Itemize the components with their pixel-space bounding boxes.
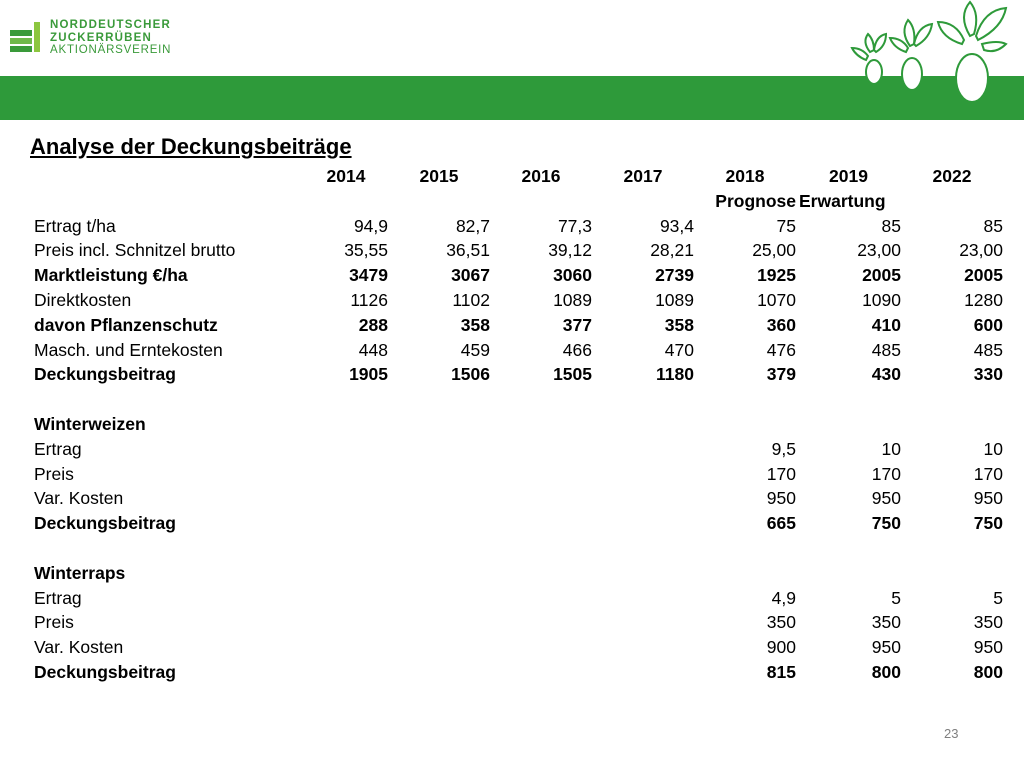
row-label: Marktleistung €/ha [34,265,188,286]
cell-2016: 1505 [553,364,592,385]
cell-2015 [388,387,490,412]
header-blank-cell [30,164,304,189]
cell-2015: 358 [460,314,490,335]
row-label: Ertrag t/ha [34,215,116,236]
table-row [30,362,1003,387]
cell-2022: 1280 [964,289,1003,310]
cell-2018 [694,536,796,561]
cell-2015 [388,511,490,536]
header-year-2015: 2015 [419,166,459,186]
cell-2019: 85 [881,215,901,236]
header-year-2022: 2022 [932,166,972,186]
cell-2015: 459 [460,339,490,360]
cell-2016 [490,536,592,561]
cell-2014: 3479 [349,265,388,286]
cell-2015 [388,635,490,660]
logo-mark-icon [10,22,42,56]
cell-2017: 1180 [656,364,694,385]
page-title: Analyse der Deckungsbeiträge [30,134,352,159]
cell-2019: 350 [871,612,901,633]
cell-2017: 1089 [655,289,694,310]
table-header-sublabels [30,189,1003,214]
table-row [30,412,1003,437]
logo-line-2: ZUCKERRÜBEN [50,31,153,44]
header-year-2014: 2014 [326,166,366,186]
cell-2017 [592,486,694,511]
row-label: Masch. und Erntekosten [34,339,223,360]
cell-2019 [796,561,901,586]
cell-2015 [388,462,490,487]
cell-2019: 750 [871,513,901,534]
cell-2014 [304,561,388,586]
cell-2019 [796,387,901,412]
sugar-beet-illustration-icon [848,0,1024,122]
cell-2019: 5 [891,587,901,608]
row-label: Preis [34,463,74,484]
cell-2015 [388,412,490,437]
cell-2017 [592,561,694,586]
cell-2022: 170 [973,463,1003,484]
cell-2016 [490,486,592,511]
cell-2022: 10 [983,438,1003,459]
cell-2015: 1102 [452,289,490,310]
cell-2014 [304,635,388,660]
row-label: Preis [34,612,74,633]
cell-2015 [388,561,490,586]
cell-2019: 2005 [862,265,901,286]
cell-2022: 600 [973,314,1003,335]
cell-2017 [592,586,694,611]
table-row [30,387,1003,412]
cell-2018: 360 [766,314,796,335]
cell-2018: 9,5 [771,438,796,459]
cell-2015: 82,7 [455,215,490,236]
cell-2014: 288 [358,314,388,335]
cell-2017 [592,412,694,437]
cell-2018: 1925 [757,265,796,286]
table-row [30,536,1003,561]
cell-2015: 3067 [451,265,490,286]
cell-2014 [304,462,388,487]
cell-2016 [490,511,592,536]
cell-2019: 10 [881,438,901,459]
cell-2015: 36,51 [446,240,490,261]
cell-2022: 85 [983,215,1003,236]
row-label: Ertrag [34,587,82,608]
table-row [30,511,1003,536]
row-label: Winterweizen [34,413,146,434]
cell-2022 [901,536,1003,561]
cell-2016: 39,12 [548,240,592,261]
cell-2022: 23,00 [959,240,1003,261]
cell-2017 [592,437,694,462]
cell-2017 [592,635,694,660]
cell-2019: 950 [871,637,901,658]
cell-2022: 950 [973,637,1003,658]
row-label: Deckungsbeitrag [34,364,176,385]
cell-2018: 350 [766,612,796,633]
cell-2014 [304,437,388,462]
cell-2019: 170 [871,463,901,484]
cell-2014 [304,536,388,561]
logo-line-3: AKTIONÄRSVEREIN [50,44,172,56]
row-label: Preis incl. Schnitzel brutto [34,240,236,261]
table-row [30,313,1003,338]
cell-2014 [304,511,388,536]
cell-2016 [490,412,592,437]
cell-2018: 25,00 [752,240,796,261]
cell-2015 [388,610,490,635]
cell-2015 [388,586,490,611]
row-label [30,536,304,561]
table-row [30,263,1003,288]
cell-2018 [694,412,796,437]
cell-2016 [490,586,592,611]
cell-2017: 28,21 [650,240,694,261]
contribution-margin-table [30,164,1003,685]
header-year-2017: 2017 [623,166,663,186]
cell-2022: 750 [973,513,1003,534]
cell-2014 [304,610,388,635]
cell-2019: 23,00 [857,240,901,261]
table-row [30,462,1003,487]
row-label: davon Pflanzenschutz [34,314,218,335]
cell-2014 [304,586,388,611]
cell-2018: 75 [776,215,796,236]
cell-2016 [490,635,592,660]
cell-2017 [592,610,694,635]
cell-2016 [490,462,592,487]
cell-2014: 1905 [349,364,388,385]
cell-2015 [388,536,490,561]
cell-2016: 1089 [553,289,592,310]
row-label: Deckungsbeitrag [34,513,176,534]
cell-2018 [694,561,796,586]
cell-2016: 466 [562,339,592,360]
page-number: 23 [944,726,959,741]
cell-2018: 170 [766,463,796,484]
header-sublabel-erwartung: Erwartung [799,190,886,211]
cell-2017: 470 [664,339,694,360]
cell-2018 [694,387,796,412]
table-row [30,214,1003,239]
table-body [30,164,1003,685]
cell-2016 [490,387,592,412]
cell-2016: 77,3 [557,215,592,236]
cell-2016 [490,437,592,462]
cell-2018: 379 [766,364,796,385]
table-row [30,338,1003,363]
cell-2017 [592,536,694,561]
cell-2016 [490,561,592,586]
cell-2016 [490,660,592,685]
cell-2022: 950 [973,488,1003,509]
header-sublabel-prognose: Prognose [715,190,796,211]
table-row [30,288,1003,313]
cell-2022: 485 [973,339,1003,360]
cell-2017 [592,511,694,536]
cell-2019: 800 [871,661,901,682]
row-label: Direktkosten [34,289,132,310]
cell-2019 [796,536,901,561]
table-row [30,610,1003,635]
cell-2014: 94,9 [353,215,388,236]
cell-2019: 430 [871,364,901,385]
table-row [30,561,1003,586]
table-row [30,486,1003,511]
cell-2018: 900 [766,637,796,658]
table-row [30,635,1003,660]
row-label: Var. Kosten [34,637,124,658]
header-year-2018: 2018 [725,166,765,186]
cell-2019: 410 [871,314,901,335]
cell-2017 [592,387,694,412]
cell-2017: 358 [664,314,694,335]
table-row [30,586,1003,611]
cell-2018: 476 [766,339,796,360]
cell-2014: 35,55 [344,240,388,261]
company-logo [10,18,170,62]
row-label: Var. Kosten [34,488,124,509]
table-row [30,238,1003,263]
cell-2022: 2005 [964,265,1003,286]
cell-2017: 2739 [655,265,694,286]
row-label: Deckungsbeitrag [34,661,176,682]
cell-2016: 377 [562,314,592,335]
row-label [30,387,304,412]
cell-2017: 93,4 [659,215,694,236]
cell-2014: 448 [358,339,388,360]
cell-2015 [388,660,490,685]
header-year-2016: 2016 [521,166,561,186]
cell-2019 [796,412,901,437]
cell-2014 [304,412,388,437]
table-row [30,660,1003,685]
cell-2018: 4,9 [771,587,796,608]
cell-2014 [304,486,388,511]
cell-2022: 5 [993,587,1003,608]
cell-2016: 3060 [553,265,592,286]
header-year-2019: 2019 [829,166,868,186]
cell-2019: 485 [871,339,901,360]
cell-2022 [901,561,1003,586]
cell-2022: 350 [973,612,1003,633]
cell-2022 [901,412,1003,437]
row-label: Ertrag [34,438,82,459]
cell-2018: 665 [766,513,796,534]
cell-2014 [304,660,388,685]
cell-2015: 1506 [451,364,490,385]
table-row [30,437,1003,462]
cell-2022: 800 [973,661,1003,682]
cell-2014 [304,387,388,412]
cell-2019: 1090 [862,289,901,310]
cell-2017 [592,660,694,685]
logo-text [50,19,171,57]
cell-2016 [490,610,592,635]
cell-2015 [388,486,490,511]
table-header-years [30,164,1003,189]
logo-line-1: NORDDEUTSCHER [50,19,172,31]
cell-2022: 330 [973,364,1003,385]
cell-2022 [901,387,1003,412]
cell-2015 [388,437,490,462]
cell-2019: 950 [871,488,901,509]
row-label: Winterraps [34,562,126,583]
cell-2018: 950 [766,488,796,509]
cell-2014: 1126 [350,289,388,310]
cell-2018: 815 [766,661,796,682]
cell-2018: 1070 [757,289,796,310]
cell-2017 [592,462,694,487]
